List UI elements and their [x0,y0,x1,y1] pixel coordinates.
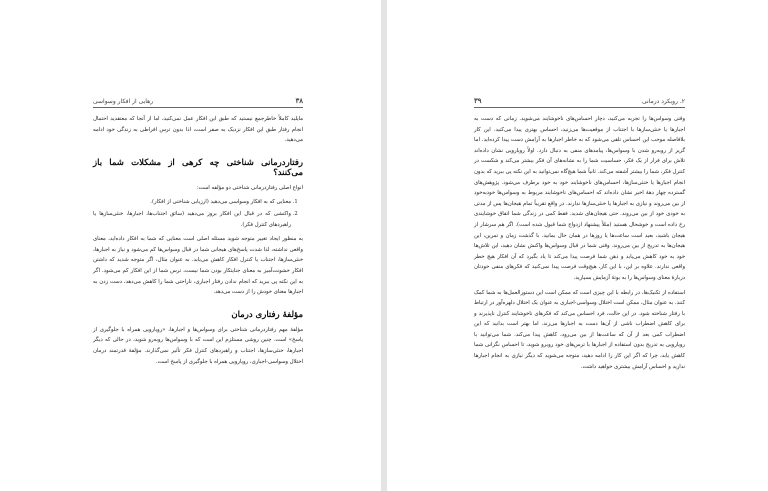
right-paragraph-1: وقتی وسواس‌ها را تجربه می‌کنید، دچار احساس‌های ناخوشایند می‌شوید. زمانی که دست به اجبارها یا خنثی‌سازها با اجتناب از موقعیت‌ها می‌زنید، احساس بهتری پیدا می‌کنید. این کار بلافاصله موجب این احساس تلقی می‌شود که به خاطر اجبارها به آرامش دست پیدا کرده‌اید. اما گریز از روبه‌رو شدن با وسواس‌ها، پیامدهای منفی به دنبال دارد. اولاً رویارویی نشان داده‌اند تلاش برای فرار از یک فکر، حساسیت شما را به نشانه‌های آن فکر بیشتر می‌کند و شکست در کنترل فکر، شما را بیشتر آشفته می‌کند. ثانیاً شما هیچ‌گاه نمی‌توانید به این نکته پی ببرید که بدون انجام اجبارها یا خنثی‌سازها، احساس‌های ناخوشایند خود به خود برطرف می‌شود. پژوهش‌های گسترده چهار دههٔ اخیر نشان داده‌اند که احساس‌های ناخوشایند مربوط به وسواس‌ها خودبه‌خود از بین می‌روند و نیازی به اجبارها یا خنثی‌سازها ندارند. در واقع تقریباً تمام هیجان‌ها پس از مدتی به خودی خود از بین می‌روند. حتی هیجان‌های شدید. فقط کمی در زندگی شما اتفاق خوشایندی رخ داده است و خوشحال هستید (مثلاً پیشنهاد ازدواج شما قبول شده است). اگر هم سرشار از هیجان باشید، بعید است ساعت‌ها یا روزها در همان حال بمانید. با گذشت زمان و تمرین، این هیجان‌ها به تدریج از بین می‌روند. وقتی شما در قبال وسواس‌ها واکنش نشان دهید، این تلاش‌ها خود به خود کاهش می‌یابد و ذهن شما فرصت پیدا می‌کند تا یاد بگیرد که آن افکار هیچ خطر واقعی ندارند. علاوه بر این، با این کار، هیچ‌وقت فرصت پیدا نمی‌کنید که فکرهای منفی خودتان دربارهٔ معنای وسواس‌ها را به بوتهٔ آزمایش بسپارید. [474,116,685,281]
list-item: 1. معنایی که به افکار وسواسی می‌دهید (ارزیابی شناختی از افکار). [93,197,291,208]
left-page-content [93,96,303,371]
component-list [93,197,303,230]
left-page [0,0,381,491]
section2-paragraph: مؤلفهٔ مهم رفتاردرمانی شناختی برای وسواس‌ها و اجبارها، «رویارویی همراه با جلوگیری از پاسخ» است. چنین روشی مستلزم این است که با وسواس‌ها روبه‌رو شوید، در حالی که دیگر اجبارها، خنثی‌سازها، اجتناب و راهبردهای کنترل فکر تأثیر نمی‌گذارند. مؤلفهٔ قدرتمند درمان اختلال وسواسی-اجباری، رویارویی همراه با جلوگیری از پاسخ است. [93,326,303,365]
right-page-content [474,96,685,376]
section1-paragraph: به منظور ایجاد تغییر متوجه شوید مسئله اصلی است معنایی که شما به افکار داده‌اید، معنای واقعی نداشته، لذا شدت پاسخ‌های هیجانی شما در قبال وسواس‌ها کم می‌شود و نیاز به اجبارها، خنثی‌سازها، اجتناب یا کنترل افکار کاهش می‌یابد. به عنوان مثال، اگر متوجه شدید که داشتن افکار خشونت‌آمیز به معنای جنایتکار بودن شما نیست، ترس شما از این افکار کم می‌شود. اگر به این نکته پی ببرید که انجام ندادن رفتار اجباری، ناراحتی شما را کاهش می‌دهد، دست زدن به اجبارها معنای خودش را از دست می‌دهد. [93,236,303,296]
right-page [387,0,768,491]
left-intro-paragraph: مایلید کاملاً خاطرجمع نیستید که طبق این افکار عمل نمی‌کنید، اما از آنجا که معتقدید احتمال انجام رفتار طبق این افکار نزدیک به صفر است، اذا بدون ترس افراطی به زندگی خود ادامه می‌دهید. [93,116,303,144]
section2-title: مؤلفهٔ رفتاری درمان [231,309,303,320]
section1-title: رفتاردرمانی شناختی چه کرهی از مشکلات شما باز می‌کنند؟ [93,157,303,178]
left-page-number: ۳۸ [295,96,303,105]
right-running-header: ۲. رویکرد درمانی [642,98,685,105]
right-paragraph-2: استفاده از تکنیک‌ها، در رابطه با این چیزی است که ممکن است این دستورالعمل‌ها به شما کمک کنند. به عنوان مثال، ممکن است اختلال وسواسی-اجباری به عنوان یک اختلال دلهره‌آور در ارتباط با رفتار شناخته شود. در این حالت، فرد احساس می‌کند که فکرهای ناخوشایند کنترل ناپذیرند و برای کاهش اضطراب ناشی از آن‌ها دست به اجبارها می‌زند. اما بهتر است بدانید که این اضطراب کمی بعد از آن که ساعت‌ها از بین می‌رود، کاهش پیدا می‌کند. شما می‌توانید با رویارویی به تدریج بدون استفاده از اجبارها با ترس‌های خود روبرو شوید، تا احساس نگرانی شما کاهش یابد، چرا که اگر این کار را ادامه دهید، متوجه می‌شوید که دیگر نیازی به انجام اجبارها ندارید و احساس آرامش بیشتری خواهید داشت. [474,289,685,370]
list-item: 2. واکنشی که در قبال این افکار بروز می‌دهید (سائق اجتناب‌ها، اجبارها، خنثی‌سازها یا راهبردهای کنترل فکر). [93,209,291,230]
left-page-header [93,96,303,108]
section1-lead: انواع اصلی رفتاردرمانی شناختی دو مؤلفه است: [196,184,303,191]
right-page-header [474,96,685,108]
left-running-header: رهایی از افکار وسواسی [93,98,154,105]
right-page-number: ۳۹ [474,96,482,105]
